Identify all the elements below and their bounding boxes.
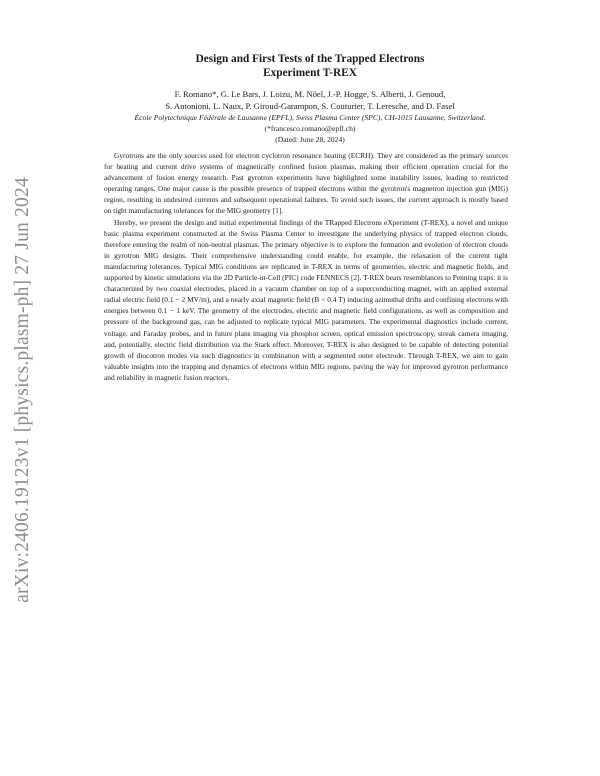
- title-line-2: Experiment T-REX: [263, 67, 357, 79]
- arxiv-margin-stamp: [8, 170, 38, 610]
- paper-header: [100, 52, 520, 145]
- corresponding-email: (*francesco.romano@epfl.ch): [264, 124, 356, 133]
- arxiv-identifier: arXiv:2406.19123v1 [physics.plasm-ph] 27 Jun 2024: [12, 177, 34, 603]
- abstract-body: [104, 150, 508, 383]
- dated-line: (Dated: June 28, 2024): [275, 135, 345, 144]
- authors-line-2: S. Antonioni, L. Naux, P. Giroud-Garampon, S. Couturier, T. Leresche, and D. Fasel: [165, 101, 455, 111]
- affiliation: École Polytechnique Fédérale de Lausanne (EPFL), Swiss Plasma Center (SPC), CH-1015 Lausanne, Switzerland.: [134, 113, 486, 122]
- title-line-1: Design and First Tests of the Trapped Electrons: [195, 53, 425, 65]
- paragraph-1: Gyrotrons are the only sources used for electron cyclotron resonance heating (ECRH). They are considered as the primary sources for heating and current drive systems of magnetically confined fusion plasmas, making their efficient operation crucial for the advancement of fusion energy research. Past gyrotron experiments have highlighted some instability issues, leading to restricted operating ranges. One major cause is the possible presence of trapped electrons within the gyrotron's magnetron injection gun (MIG) region, resulting in undesired currents and subsequent operational failures. To avoid such issues, the current approach is mostly based on tight manufacturing tolerances for the MIG geometry [1].: [104, 151, 508, 216]
- author-list: [100, 88, 520, 112]
- authors-line-1: F. Romano*, G. Le Bars, J. Loizu, M. Nöel, J.-P. Hogge, S. Alberti, J. Genoud,: [174, 89, 446, 99]
- paper-title: [100, 52, 520, 80]
- paragraph-2: Hereby, we present the design and initial experimental findings of the TRapped Electrons eXperiment (T-REX), a novel and unique basic plasma experiment constructed at the Swiss Plasma Center to investigate the underlying physics of trapped electron clouds, therefore entering the realm of non-neutral plasmas. The primary objective is to explore the formation and evolution of electron clouds in gyrotron MIG designs. Their comprehensive understanding could enable, for example, the relaxation of the current tight manufacturing tolerances. Typical MIG conditions are replicated in T-REX in terms of geometries, electric and magnetic fields, and supported by kinetic simulations via the 2D Particle-in-Cell (PIC) code FENNECS [2]. T-REX bears resemblances to Penning traps: it is characterized by two coaxial electrodes, placed in a vacuum chamber on top of a superconducting magnet, with an applied external radial electric field (0.1 − 2 MV/m), and a nearly axial magnetic field (B < 0.4 T) inducing azimuthal drifts and confining electrons with energies between 0.1 − 1 keV. The geometry of the electrodes, electric and magnetic field configurations, as well as composition and pressure of the background gas, can be adjusted to replicate typical MIG parameters. The experimental diagnostics include current, voltage, and Faraday probes, and in future plans imaging via phosphor screen, optical emission spectroscopy, streak camera imaging, and, potentially, electric field distribution via the Stark effect. Moreover, T-REX is also designed to be capable of detecting potential growth of diocotron modes via such diagnostics in combination with a segmented outer electrode. Through T-REX, we aim to gain valuable insights into the trapping and dynamics of electrons within MIG regions, paving the way for improved gyrotron performance and reliability in magnetic fusion reactors.: [104, 217, 508, 382]
